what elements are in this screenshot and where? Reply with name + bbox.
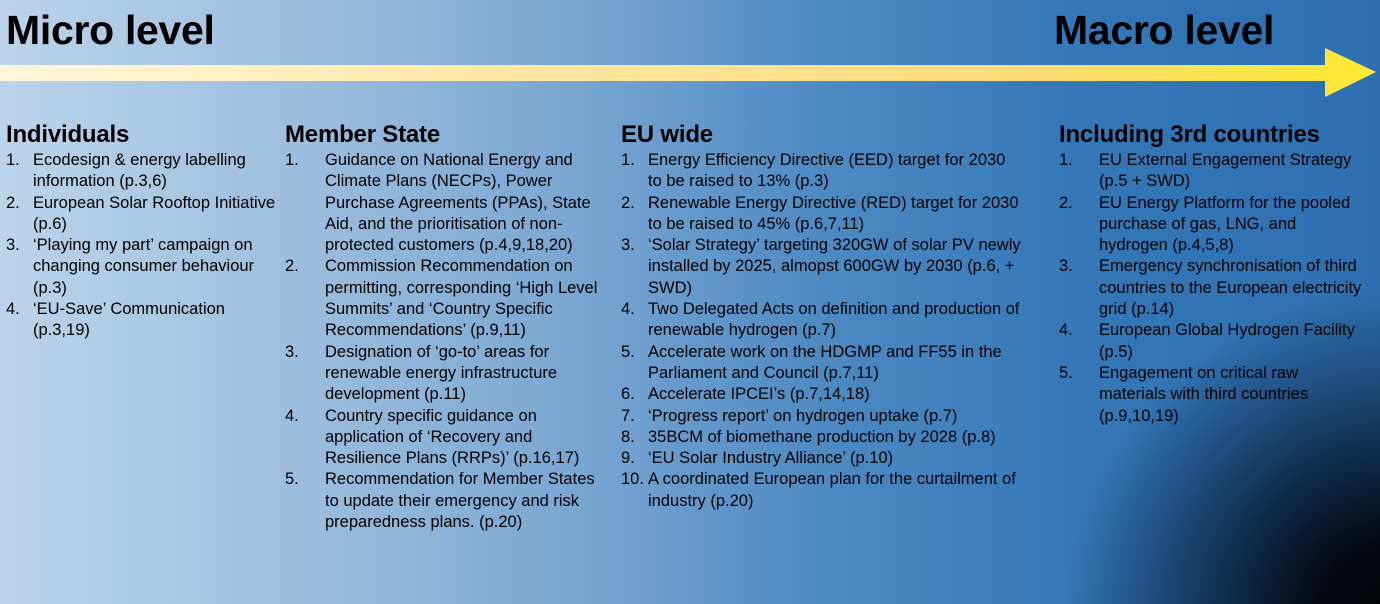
list-item	[285, 150, 605, 256]
item-number: 3.	[6, 236, 20, 255]
item-number: 3.	[1059, 257, 1073, 276]
list-item	[621, 469, 1021, 512]
item-list	[1059, 150, 1369, 427]
list-item	[1059, 150, 1369, 193]
item-list	[621, 150, 1021, 512]
list-item	[621, 384, 1021, 405]
item-text: Accelerate work on the HDGMP and FF55 in the Parliament and Council (p.7,11)	[648, 342, 1002, 382]
item-text: European Solar Rooftop Initiative (p.6)	[33, 193, 276, 233]
item-text: Guidance on National Energy and Climate Plans (NECPs), Power Purchase Agreements (PPAs), State Aid, and the prioritisation of non-protected customers (p.4,9,18,20)	[325, 151, 591, 255]
item-text: Ecodesign & energy labelling information (p.3,6)	[33, 151, 246, 191]
item-list	[285, 150, 605, 533]
item-text: EU Energy Platform for the pooled purchase of gas, LNG, and hydrogen (p.4,5,8)	[1099, 193, 1351, 255]
item-text: Emergency synchronisation of third countries to the European electricity grid (p.14)	[1099, 257, 1362, 319]
column-third-countries	[1059, 120, 1369, 427]
list-item	[1059, 193, 1369, 257]
item-text: ‘Progress report’ on hydrogen uptake (p.7)	[648, 406, 958, 425]
list-item	[285, 342, 605, 406]
item-number: 1.	[1059, 151, 1073, 169]
item-text: ‘Solar Strategy’ targeting 320GW of solar PV newly installed by 2025, almopst 600GW by 2030 (p.6, + SWD)	[648, 236, 1021, 297]
list-item	[285, 256, 605, 341]
item-number: 7.	[621, 406, 635, 425]
list-item	[621, 150, 1021, 193]
column-member-state	[285, 120, 605, 533]
item-text: 35BCM of biomethane production by 2028 (p.8)	[648, 427, 996, 446]
list-item	[621, 406, 1021, 427]
item-text: Energy Efficiency Directive (EED) target for 2030 to be raised to 13% (p.3)	[648, 151, 1006, 191]
item-text: Engagement on critical raw materials with third countries (p.9,10,19)	[1099, 363, 1309, 425]
item-text: European Global Hydrogen Facility (p.5)	[1099, 321, 1355, 361]
item-number: 4.	[1059, 321, 1073, 340]
item-number: 1.	[621, 151, 635, 169]
column-eu-wide	[621, 120, 1021, 512]
item-text: ‘Playing my part’ campaign on changing consumer behaviour (p.3)	[33, 236, 255, 297]
list-item	[621, 448, 1021, 469]
item-text: ‘EU-Save’ Communication (p.3,19)	[33, 300, 225, 340]
item-number: 9.	[621, 449, 635, 468]
list-item	[6, 299, 276, 342]
macro-level-title: Macro level	[1054, 7, 1275, 53]
item-text: A coordinated European plan for the curtailment of industry (p.20)	[648, 470, 1016, 510]
list-item	[1059, 363, 1369, 427]
item-text: Two Delegated Acts on definition and production of renewable hydrogen (p.7)	[648, 300, 1020, 340]
item-text: ‘EU Solar Industry Alliance’ (p.10)	[648, 449, 894, 468]
item-number: 3.	[621, 236, 635, 255]
list-item	[621, 342, 1021, 385]
item-number: 8.	[621, 427, 635, 446]
item-number: 3.	[285, 342, 299, 361]
list-item	[621, 193, 1021, 236]
list-item	[621, 299, 1021, 342]
list-item	[1059, 256, 1369, 320]
column-heading: Including 3rd countries	[1059, 121, 1320, 148]
column-heading: Individuals	[6, 121, 130, 148]
list-item	[1059, 320, 1369, 363]
list-item	[621, 235, 1021, 299]
column-individuals	[6, 120, 276, 342]
item-text: Renewable Energy Directive (RED) target for 2030 to be raised to 45% (p.6,7,11)	[648, 193, 1019, 233]
item-number: 5.	[621, 342, 635, 361]
item-number: 2.	[6, 193, 20, 212]
item-text: Accelerate IPCEI’s (p.7,14,18)	[648, 385, 870, 404]
list-item	[6, 150, 276, 193]
item-number: 2.	[1059, 193, 1073, 212]
item-number: 4.	[285, 406, 299, 425]
column-heading: EU wide	[621, 121, 713, 148]
item-text: Commission Recommendation on permitting, corresponding ‘High Level Summits’ and ‘Country Specific Recommendations’ (p.9,11)	[325, 257, 598, 340]
item-text: Recommendation for Member States to update their emergency and risk preparedness plans. (p.20)	[325, 470, 595, 532]
item-number: 2.	[285, 257, 299, 276]
list-item	[285, 406, 605, 470]
item-number: 10.	[621, 470, 644, 489]
list-item	[285, 469, 605, 533]
item-number: 4.	[621, 300, 635, 319]
list-item	[6, 193, 276, 236]
item-text: Country specific guidance on application of ‘Recovery and Resilience Plans (RRPs)’ (p.16,17)	[325, 406, 580, 468]
column-heading: Member State	[285, 121, 440, 148]
item-number: 5.	[1059, 363, 1073, 382]
list-item	[621, 427, 1021, 448]
item-number: 4.	[6, 300, 20, 319]
item-number: 2.	[621, 193, 635, 212]
item-text: EU External Engagement Strategy (p.5 + SWD)	[1099, 151, 1352, 191]
item-number: 6.	[621, 385, 635, 404]
item-number: 5.	[285, 470, 299, 489]
item-list	[6, 150, 276, 342]
micro-level-title: Micro level	[6, 7, 215, 53]
item-number: 1.	[285, 151, 299, 169]
item-text: Designation of ‘go-to’ areas for renewable energy infrastructure development (p.11)	[325, 342, 558, 404]
list-item	[6, 235, 276, 299]
item-number: 1.	[6, 151, 20, 169]
right-arrow-icon	[0, 0, 1380, 110]
